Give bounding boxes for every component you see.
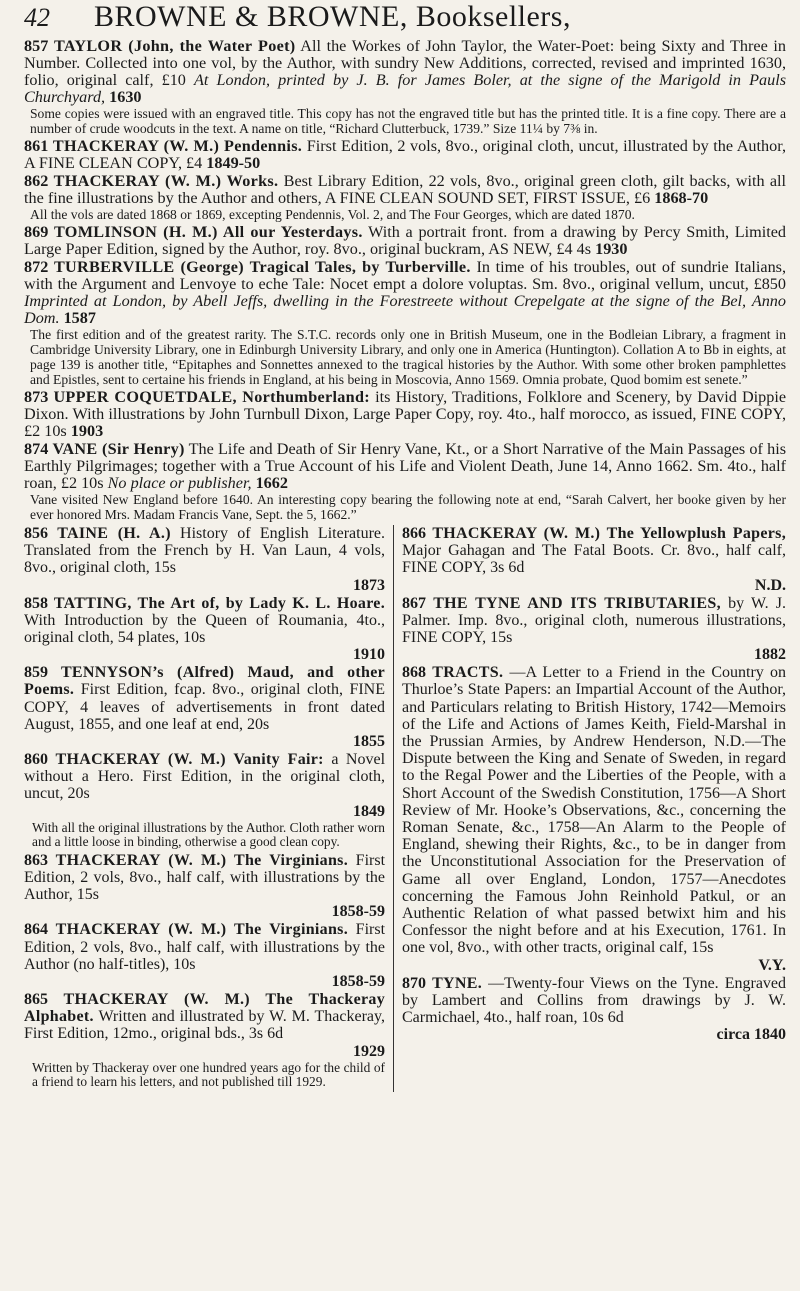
entry-text: First Edition, 2 vols, 8vo., half calf, with illustrations by the Author (no half-titles), 10s — [24, 921, 386, 973]
catalogue-entry-857 — [24, 38, 786, 106]
entry-heading: TAYLOR (John, the Water Poet) — [53, 37, 296, 55]
page-number: 42 — [24, 3, 50, 32]
entry-date: 1662 — [255, 474, 288, 492]
entry-heading: VANE (Sir Henry) — [52, 440, 185, 458]
entry-number: 856 — [24, 525, 48, 542]
entry-date: 1930 — [595, 240, 628, 258]
entry-number: 860 — [24, 751, 48, 769]
page-header — [24, 0, 786, 38]
entry-heading: THACKERAY (W. M.) The Virginians. — [55, 921, 348, 939]
entry-date: 1630 — [109, 88, 142, 106]
entry-number: 865 — [24, 991, 48, 1009]
catalogue-entry-866 — [402, 525, 786, 577]
catalogue-entry-861 — [24, 138, 786, 172]
entry-date: 1910 — [353, 646, 385, 664]
catalogue-entry-872 — [24, 259, 786, 327]
entry-text: First Edition, 2 vols, 8vo., half calf, with illustrations by the Author, 15s — [24, 851, 386, 904]
entry-text: its History, Traditions, Folklore and Scenery, by David Dippie Dixon. With illustrations by John Turnbull Dixon, Large Paper Copy, roy. 4to., half morocco, as issued, FINE COPY, £2 10s — [24, 388, 787, 440]
entry-number: 864 — [24, 921, 48, 939]
entry-number: 857 — [24, 37, 49, 55]
entry-date: V.Y. — [758, 956, 786, 974]
catalogue-entry-870 — [402, 975, 786, 1027]
entry-text: by W. J. Palmer. Imp. 8vo., original cloth, numerous illustrations, FINE COPY, 15s — [402, 594, 787, 647]
entry-heading: THACKERAY (W. M.) The Thackeray Alphabet. — [24, 991, 386, 1026]
entry-heading: THACKERAY (W. M.) Works. — [53, 172, 279, 190]
catalogue-entry-874 — [24, 441, 786, 492]
entry-date: 1929 — [353, 1042, 385, 1060]
entry-note-865: Written by Thackeray over one hundred years ago for the child of a friend to learn his letters, and not published till 1929. — [32, 1059, 385, 1090]
entry-number: 867 — [402, 594, 426, 612]
catalogue-entry-863 — [24, 852, 385, 904]
entry-number: 862 — [24, 172, 49, 190]
catalogue-entry-864 — [24, 921, 385, 973]
catalogue-entry-859 — [24, 664, 385, 733]
entry-date: 1868-70 — [654, 189, 709, 207]
catalogue-entry-873 — [24, 389, 786, 440]
entry-heading: TYNE. — [432, 974, 483, 992]
entry-text: —Twenty-four Views on the Tyne. Engraved by Lambert and Collins from drawings by J. W. Carmichael, 4to., half roan, 10s 6d — [402, 974, 787, 1027]
catalogue-entry-862 — [24, 173, 786, 207]
entry-text: The Life and Death of Sir Henry Vane, Kt., or a Short Narrative of the Main Passages of his Earthly Pilgrimages; together with a True Account of his Life and Violent Death, June 14, Anno 1662. Sm. 4to., half roan, £2 10s — [24, 440, 787, 492]
catalogue-entry-868 — [402, 664, 786, 956]
entry-heading: TAINE (H. A.) — [57, 525, 171, 542]
entry-text: —A Letter to a Friend in the Country on Thurloe’s State Papers: an Impartial Account of the Author, and Particulars relating to British History, 1742—Memoirs of the Life and Actions of James Keith, Field-Marshal in the Prussian Armies, by Andrew Henderson, N.D.—The Dispute between the King and Senate of Sweden, in regard to the Regal Power and the Liberties of the People, with a Short Account of the Swedish Constitution, 1756—A Short Review of Mr. Hooke’s Observations, &c., concerning the Roman Senate, &c., 1758—An Alarm to the People of England, shewing their Rights, &c., to be in danger from the Unconstitutional Association for the Preservation of Game all over England, London, 1757—Anecdotes concerning the Famous John Reinhold Patkul, or an Authentic Relation of what passed betwixt him and his Confessor the night before and at his Execution, 1761. In one vol, 8vo., with other tracts, original calf, 15s — [402, 664, 787, 957]
entry-number: 863 — [24, 851, 48, 869]
entry-heading: TATTING, The Art of, by Lady K. L. Hoare. — [53, 594, 386, 612]
entry-date: circa 1840 — [716, 1026, 786, 1044]
entry-text: With Introduction by the Queen of Roumania, 4to., original cloth, 54 plates, 10s — [24, 611, 385, 647]
entry-imprint: No place or publisher, — [107, 474, 252, 492]
entry-heading: THACKERAY (W. M.) The Yellowplush Papers, — [432, 525, 786, 542]
catalogue-entry-867 — [402, 595, 786, 647]
entry-date: 1858-59 — [331, 973, 385, 991]
entry-date: 1903 — [70, 422, 104, 440]
entry-heading: TRACTS. — [432, 664, 504, 682]
entry-text: Best Library Edition, 22 vols, 8vo., original green cloth, gilt backs, with all the fine illustrations by the Author and others, A FINE CLEAN SOUND SET, FIRST ISSUE, £6 — [24, 172, 787, 207]
catalogue-entry-865 — [24, 991, 385, 1043]
catalogue-entry-856 — [24, 525, 385, 577]
catalogue-entry-860 — [24, 751, 385, 803]
entry-text: History of English Literature. Translated from the French by H. Van Laun, 4 vols, 8vo., original cloth, 15s — [24, 525, 385, 577]
entry-number: 872 — [24, 258, 49, 276]
entry-heading: THACKERAY (W. M.) The Virginians. — [55, 851, 348, 869]
entry-number: 870 — [402, 974, 426, 992]
full-width-entries — [24, 38, 786, 522]
entry-imprint: At London, printed by J. B. for James Boler, at the signe of the Marigold in Pauls Churchyard, — [24, 71, 786, 106]
entry-date: 1882 — [754, 646, 786, 664]
entry-date: 1855 — [353, 733, 385, 751]
entry-date: N.D. — [754, 576, 786, 594]
entry-number: 874 — [24, 440, 49, 458]
entry-text: a Novel without a Hero. First Edition, in the original cloth, uncut, 20s — [24, 751, 386, 803]
entry-number: 868 — [402, 664, 426, 682]
entry-heading: TURBERVILLE (George) Tragical Tales, by Turberville. — [53, 258, 471, 276]
entry-heading: THE TYNE AND ITS TRIBUTARIES, — [433, 594, 721, 612]
catalogue-entry-858 — [24, 595, 385, 647]
right-column — [394, 525, 786, 1092]
entry-note-872: The first edition and of the greatest rarity. The S.T.C. records only one in British Museum, one in the Bodleian Library, a fragment in Cambridge University Library, one in Edinburgh University Library, and only one in America (Huntington). Collation A to Bb in eights, at page 139 is another title, “Epitaphes and Sonnettes annexed to the tragical histories by the Author. With some other broken pamphlettes and Epistles, sent to certaine his friends in England, at his being in Moscovia, Anno 1569. Omnia probate, Quod bomim est senete.” — [30, 327, 786, 387]
entry-date: 1849 — [353, 802, 385, 820]
entry-note-860: With all the original illustrations by the Author. Cloth rather worn and a little loose in binding, otherwise a good clean copy. — [32, 819, 385, 850]
entry-text: With a portrait front. from a drawing by Percy Smith, Limited Large Paper Edition, signed by the Author, roy. 8vo., original buckram, AS NEW, £4 4s — [24, 223, 787, 258]
entry-number: 859 — [24, 664, 48, 682]
entry-date: 1873 — [353, 576, 385, 594]
entry-number: 869 — [24, 223, 49, 241]
entry-text: First Edition, fcap. 8vo., original cloth, FINE COPY, 4 leaves of advertisements in front dated August, 1855, and one leaf at end, 20s — [24, 681, 386, 733]
entry-note-857: Some copies were issued with an engraved title. This copy has not the engraved title but has the printed title. It is a fine copy. There are a number of crude woodcuts in the text. A name on title, “Richard Clutterbuck, 1739.” Size 11¼ by 7⅜ in. — [30, 106, 786, 136]
entry-text: Major Gahagan and The Fatal Boots. Cr. 8vo., half calf, FINE COPY, 3s 6d — [402, 542, 786, 577]
entry-heading: TOMLINSON (H. M.) All our Yesterdays. — [54, 223, 363, 241]
entry-heading: TENNYSON’s (Alfred) Maud, and other Poems. — [24, 664, 386, 699]
entry-date: 1858-59 — [331, 903, 385, 921]
page-title: BROWNE & BROWNE, Booksellers, — [94, 0, 571, 33]
entry-number: 861 — [24, 137, 49, 155]
entry-text: All the Workes of John Taylor, the Water-Poet: being Sixty and Three in Number. Collected into one vol, by the Author, with sundry New Additions, corrected, revised and imprinted 1630, folio, original calf, £10 — [24, 37, 787, 89]
entry-text: Written and illustrated by W. M. Thackeray, First Edition, 12mo., original bds., 3s 6d — [24, 1008, 385, 1043]
entry-number: 873 — [24, 388, 49, 406]
entry-heading: UPPER COQUETDALE, Northumberland: — [53, 388, 370, 406]
entry-date: 1849-50 — [206, 154, 261, 172]
entry-number: 858 — [24, 594, 48, 612]
two-column-section — [24, 525, 786, 1092]
entry-heading: THACKERAY (W. M.) Pendennis. — [52, 137, 303, 155]
entry-imprint: Imprinted at London, by Abell Jeffs, dwelling in the Forestreete without Crepelgate at the signe of the Bel, Anno Dom. — [24, 292, 786, 327]
entry-note-874: Vane visited New England before 1640. An interesting copy bearing the following note at end, “Sarah Calvert, her booke given by her ever honored Mrs. Madam Francis Vane, Sept. the 5, 1662.” — [30, 492, 786, 522]
entry-text: In time of his troubles, out of sundrie Italians, with the Argument and Lenvoye to eche Tale: Nocet empt a dolore voluptas. Sm. 8vo., original vellum, uncut, £850 — [24, 258, 787, 293]
entry-text: First Edition, 2 vols, 8vo., original cloth, uncut, illustrated by the Author, A FINE CLEAN COPY, £4 — [24, 137, 786, 172]
catalogue-entry-869 — [24, 224, 786, 258]
left-column — [24, 525, 394, 1092]
entry-heading: THACKERAY (W. M.) Vanity Fair: — [55, 751, 324, 769]
entry-date: 1587 — [63, 309, 96, 327]
entry-note-862: All the vols are dated 1868 or 1869, excepting Pendennis, Vol. 2, and The Four Georges, which are dated 1870. — [30, 207, 635, 222]
entry-number: 866 — [402, 525, 426, 542]
